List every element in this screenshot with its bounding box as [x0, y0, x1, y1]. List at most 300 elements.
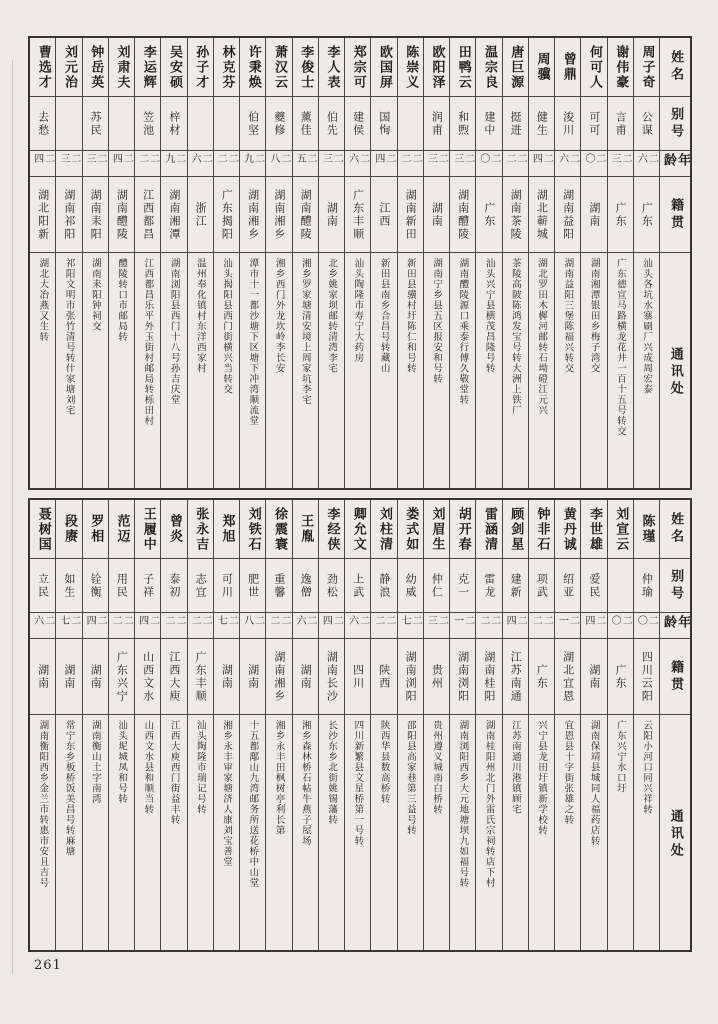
cell-address: 汕头揭阳县西门街横兴当转交	[214, 252, 239, 488]
row-label-address: 通讯处	[660, 252, 690, 488]
cell-address: 贵州遵义城南白桥转	[424, 714, 449, 950]
cell-age: 二四	[319, 612, 344, 638]
cell-name: 刘宣云	[613, 506, 629, 552]
cell-address: 山西文水县和顺当转	[135, 714, 160, 950]
entry-column	[370, 38, 396, 488]
cell-alias: 劲松	[319, 558, 344, 612]
cell-alias	[398, 96, 423, 150]
cell-name: 曹选才	[35, 44, 51, 90]
cell-native: 湖南	[240, 638, 265, 714]
cell-native: 湖南茶陵	[503, 176, 528, 252]
entry-column	[187, 38, 213, 488]
cell-age: 二四	[135, 612, 160, 638]
cell-alias: 可可	[581, 96, 606, 150]
cell-name: 田鸭云	[455, 44, 471, 90]
cell-native: 贵州	[424, 638, 449, 714]
cell-alias: 仲仁	[424, 558, 449, 612]
cell-age: 二四	[581, 612, 606, 638]
cell-address: 湖南耒阳钟祠交	[83, 252, 108, 488]
entry-column	[423, 38, 449, 488]
cell-name: 陈崇义	[403, 44, 419, 90]
cell-name: 曾炎	[167, 514, 183, 544]
cell-alias	[56, 96, 81, 150]
cell-alias: 幼威	[398, 558, 423, 612]
cell-native: 湖南湘乡	[240, 176, 265, 252]
cell-age: 二二	[503, 150, 528, 176]
cell-name: 刘铁石	[245, 506, 261, 552]
cell-name: 唐巨源	[508, 44, 524, 90]
cell-native: 广东	[608, 176, 633, 252]
cell-alias: 铨衡	[83, 558, 108, 612]
entry-column	[108, 500, 134, 950]
entry-column	[554, 38, 580, 488]
cell-address: 长沙东乡北街姚锡藩转	[319, 714, 344, 950]
entry-column	[449, 38, 475, 488]
cell-name: 郑旭	[219, 514, 235, 544]
cell-address: 湖南衡山土字南湾	[83, 714, 108, 950]
cell-address: 邵阳县高家巷第三益号转	[398, 714, 423, 950]
cell-age: 二四	[109, 150, 134, 176]
cell-alias: 仲瑜	[634, 558, 659, 612]
cell-address: 湖北大冶燕又生转	[30, 252, 55, 488]
cell-age: 二三	[424, 612, 449, 638]
cell-native: 广东丰顺	[345, 176, 370, 252]
cell-native: 湖南	[424, 176, 449, 252]
entry-column	[580, 500, 606, 950]
cell-name: 聂树国	[35, 506, 51, 552]
cell-alias: 克一	[450, 558, 475, 612]
cell-native: 湖南浏阳	[450, 638, 475, 714]
entry-column	[344, 500, 370, 950]
cell-native: 湖南	[83, 638, 108, 714]
directory-table-bottom	[28, 498, 692, 952]
cell-native: 浙江	[188, 176, 213, 252]
cell-age: 二〇	[476, 150, 501, 176]
cell-age: 二〇	[608, 612, 633, 638]
entry-column	[108, 38, 134, 488]
cell-name: 李运辉	[140, 44, 156, 90]
cell-native: 湖南湘潭	[161, 176, 186, 252]
entry-column	[370, 500, 396, 950]
cell-address: 湖南衡阳西乡金兰市转惠市安且吉号	[30, 714, 55, 950]
cell-alias: 伯坚	[240, 96, 265, 150]
cell-address: 汕头兴宁县横茂昌隆号转	[476, 252, 501, 488]
cell-address: 湖南保靖县城同人福药店转	[581, 714, 606, 950]
entry-column	[82, 500, 108, 950]
cell-name: 王履中	[140, 506, 156, 552]
cell-address: 新田县南乡合昌号转藏山	[371, 252, 396, 488]
cell-name: 刘元治	[62, 44, 78, 90]
entry-column	[265, 500, 291, 950]
cell-name: 段赓	[62, 514, 78, 544]
cell-native: 广东兴宁	[109, 638, 134, 714]
cell-alias: 浚川	[555, 96, 580, 150]
cell-address: 兴宁县龙田圩镇新学校转	[529, 714, 554, 950]
entry-column	[502, 500, 528, 950]
row-label-alias: 别号	[660, 96, 690, 150]
cell-address: 广东兴宁水口圩	[608, 714, 633, 950]
cell-native: 陕西	[371, 638, 396, 714]
cell-alias: 苏民	[83, 96, 108, 150]
entry-column	[292, 38, 318, 488]
cell-address: 常宁东乡板桥饭美昌号转麻塘	[56, 714, 81, 950]
cell-address: 宜恩县十字街张雄之转	[555, 714, 580, 950]
cell-native: 湖南长沙	[319, 638, 344, 714]
cell-address: 湖南益阳三堡陈福兴转交	[555, 252, 580, 488]
cell-name: 王胤	[298, 514, 314, 544]
directory-table-top	[28, 36, 692, 490]
cell-age: 二二	[214, 150, 239, 176]
entry-column	[318, 38, 344, 488]
cell-alias: 志宜	[188, 558, 213, 612]
cell-address: 湖北罗田木樨河邮转石坳磴江元兴	[529, 252, 554, 488]
cell-name: 欧阳泽	[429, 44, 445, 90]
cell-age: 二八	[266, 150, 291, 176]
cell-alias: 健生	[529, 96, 554, 150]
cell-age: 二六	[30, 612, 55, 638]
cell-native: 广东	[634, 176, 659, 252]
cell-native: 湖南益阳	[555, 176, 580, 252]
cell-age: 二三	[56, 150, 81, 176]
cell-age: 二五	[293, 150, 318, 176]
cell-address: 湖南桂阳州北门外雷氏宗祠转店下村	[476, 714, 501, 950]
cell-name: 许秉焕	[245, 44, 261, 90]
cell-alias: 梓材	[161, 96, 186, 150]
page-number: 261	[34, 958, 62, 973]
cell-name: 陈瑾	[639, 514, 655, 544]
cell-alias: 国恂	[371, 96, 396, 150]
entry-column	[475, 38, 501, 488]
cell-alias	[109, 96, 134, 150]
cell-native: 广东揭阳	[214, 176, 239, 252]
entry-column	[344, 38, 370, 488]
cell-age: 二九	[240, 150, 265, 176]
cell-age: 二四	[30, 150, 55, 176]
cell-address: 江西都昌乐平外玉街村邮局转栎田村	[135, 252, 160, 488]
row-label-address: 通讯处	[660, 714, 690, 950]
cell-alias: 重馨	[266, 558, 291, 612]
cell-address: 陕西华县数高桥转	[371, 714, 396, 950]
cell-alias: 绍亚	[555, 558, 580, 612]
entry-column	[633, 500, 659, 950]
cell-alias: 笠池	[135, 96, 160, 150]
cell-native: 四川云阳	[634, 638, 659, 714]
cell-alias: 如生	[56, 558, 81, 612]
cell-address: 湘乡西门外龙坎岭李长安	[266, 252, 291, 488]
cell-address: 潭市十一都沙塘下区塘下冲湾顺流堂	[240, 252, 265, 488]
entry-column	[528, 500, 554, 950]
cell-native: 湖北阳新	[30, 176, 55, 252]
cell-name: 顾剑星	[508, 506, 524, 552]
cell-age: 二六	[188, 150, 213, 176]
cell-alias: 建中	[476, 96, 501, 150]
cell-age: 二〇	[634, 612, 659, 638]
cell-age: 二二	[161, 612, 186, 638]
cell-alias: 公谋	[634, 96, 659, 150]
cell-native: 湖南醴陵	[109, 176, 134, 252]
cell-native: 江西都昌	[135, 176, 160, 252]
row-label-age: 年龄	[660, 150, 690, 176]
row-label-alias: 别号	[660, 558, 690, 612]
cell-alias: 言甫	[608, 96, 633, 150]
cell-age: 二六	[345, 150, 370, 176]
entry-column	[580, 38, 606, 488]
cell-alias	[214, 96, 239, 150]
entry-column	[607, 38, 633, 488]
cell-native: 江苏南通	[503, 638, 528, 714]
cell-alias: 子祥	[135, 558, 160, 612]
cell-age: 二二	[371, 612, 396, 638]
cell-age: 二三	[424, 150, 449, 176]
cell-address: 湘乡永丰田枫树亭利长第	[266, 714, 291, 950]
cell-native: 广东丰顺	[188, 638, 213, 714]
cell-address: 湖南湘潭银田乡梅子湾交	[581, 252, 606, 488]
cell-name: 周骥	[534, 52, 550, 82]
cell-age: 二二	[266, 612, 291, 638]
entry-column	[30, 38, 55, 488]
cell-native: 湖南醴陵	[450, 176, 475, 252]
cell-age: 二七	[398, 612, 423, 638]
cell-age: 二一	[450, 612, 475, 638]
entry-column	[449, 500, 475, 950]
cell-name: 罗相	[88, 514, 104, 544]
cell-address: 祁阳文明市张竹清号转什家塘刘宅	[56, 252, 81, 488]
cell-alias: 润甫	[424, 96, 449, 150]
cell-age: 二二	[135, 150, 160, 176]
cell-alias: 泰初	[161, 558, 186, 612]
cell-alias	[608, 558, 633, 612]
entry-column	[239, 500, 265, 950]
cell-name: 刘柱清	[377, 506, 393, 552]
entry-column	[475, 500, 501, 950]
cell-name: 欧国屏	[377, 44, 393, 90]
cell-name: 范迈	[114, 514, 130, 544]
cell-name: 钟非石	[534, 506, 550, 552]
cell-age: 二二	[109, 612, 134, 638]
cell-name: 娄式如	[403, 506, 419, 552]
cell-native: 湖南	[293, 638, 318, 714]
cell-native: 广东	[608, 638, 633, 714]
cell-age: 二七	[56, 612, 81, 638]
cell-name: 李世雄	[587, 506, 603, 552]
cell-age: 二六	[555, 150, 580, 176]
cell-address: 汕头坭城凤和号转	[109, 714, 134, 950]
cell-name: 张永吉	[193, 506, 209, 552]
cell-native: 湖南浏阳	[398, 638, 423, 714]
cell-name: 李经侠	[324, 506, 340, 552]
cell-native: 广东	[529, 638, 554, 714]
cell-address: 汕头各坑水寨刷厂兴成周宏泰	[634, 252, 659, 488]
cell-address: 十五都鄅山九湾邮务所送花桥中山堂	[240, 714, 265, 950]
cell-alias: 肥世	[240, 558, 265, 612]
entry-column	[82, 38, 108, 488]
cell-alias: 静浪	[371, 558, 396, 612]
cell-name: 卿允文	[350, 506, 366, 552]
entry-column	[633, 38, 659, 488]
cell-native: 湖南醴陵	[293, 176, 318, 252]
cell-alias: 逸僧	[293, 558, 318, 612]
cell-alias: 爱民	[581, 558, 606, 612]
cell-native: 湖北宜恩	[555, 638, 580, 714]
entry-column	[292, 500, 318, 950]
cell-name: 曾鼎	[560, 52, 576, 82]
cell-name: 萧汉云	[272, 44, 288, 90]
entry-column	[397, 38, 423, 488]
cell-age: 二二	[398, 150, 423, 176]
cell-native: 湖北蕲城	[529, 176, 554, 252]
cell-native: 江西	[371, 176, 396, 252]
cell-name: 刘眉生	[429, 506, 445, 552]
cell-alias	[188, 96, 213, 150]
cell-alias: 挺进	[503, 96, 528, 150]
cell-native: 湖南	[319, 176, 344, 252]
cell-alias: 建侯	[345, 96, 370, 150]
cell-native: 湖南	[581, 638, 606, 714]
cell-native: 湖南	[56, 638, 81, 714]
cell-name: 谢伟豪	[613, 44, 629, 90]
cell-address: 云阳小河口同兴祥转	[634, 714, 659, 950]
cell-address: 广东德宣马路横龙花井一百十五号转交	[608, 252, 633, 488]
cell-address: 汕头陶隆市瑞记号转	[188, 714, 213, 950]
cell-name: 何可人	[587, 44, 603, 90]
cell-name: 黄丹诚	[560, 506, 576, 552]
cell-name: 钟岳英	[88, 44, 104, 90]
cell-address: 茶陵高陂陈鸿发宝号转大洲上铁厂	[503, 252, 528, 488]
cell-age: 二〇	[581, 150, 606, 176]
cell-name: 吴安硕	[167, 44, 183, 90]
cell-age: 二三	[608, 150, 633, 176]
cell-address: 湖南宁乡县五区报安和号转	[424, 252, 449, 488]
cell-age: 二三	[450, 150, 475, 176]
cell-native: 湖南	[581, 176, 606, 252]
cell-age: 二三	[83, 150, 108, 176]
cell-address: 北乡姚家坝邮转清湾李宅	[319, 252, 344, 488]
cell-native: 湖南	[214, 638, 239, 714]
cell-name: 雷涵清	[482, 506, 498, 552]
entry-column	[318, 500, 344, 950]
cell-native: 湖南耒阳	[83, 176, 108, 252]
cell-name: 温宗良	[482, 44, 498, 90]
cell-age: 二六	[634, 150, 659, 176]
cell-native: 湖南新田	[398, 176, 423, 252]
cell-name: 郑宗可	[350, 44, 366, 90]
cell-address: 温州奉化镇村东洋西家村	[188, 252, 213, 488]
entry-column	[213, 38, 239, 488]
row-label-native: 籍贯	[660, 638, 690, 714]
row-label-column	[659, 38, 690, 488]
cell-native: 山西文水	[135, 638, 160, 714]
cell-name: 孙子才	[193, 44, 209, 90]
entry-column	[55, 500, 81, 950]
cell-alias: 项武	[529, 558, 554, 612]
cell-name: 刘肃夫	[114, 44, 130, 90]
cell-address: 湖南醴陵源口乘泰行傅久敬堂转	[450, 252, 475, 488]
cell-name: 胡开春	[455, 506, 471, 552]
cell-age: 二四	[529, 150, 554, 176]
cell-native: 湖南祁阳	[56, 176, 81, 252]
entry-column	[423, 500, 449, 950]
cell-native: 江西大庾	[161, 638, 186, 714]
entry-column	[213, 500, 239, 950]
cell-address: 四川新繁县文星桥第一号转	[345, 714, 370, 950]
row-label-name: 姓名	[668, 512, 684, 546]
cell-age: 二七	[214, 612, 239, 638]
cell-address: 江苏南通川港镇顾宅	[503, 714, 528, 950]
cell-age: 二八	[240, 612, 265, 638]
cell-alias: 建新	[503, 558, 528, 612]
cell-address: 湘乡森林桥石帖牛燕子屋场	[293, 714, 318, 950]
cell-alias: 夔修	[266, 96, 291, 150]
cell-address: 江西大庾西门街益丰转	[161, 714, 186, 950]
entry-column	[397, 500, 423, 950]
entry-column	[187, 500, 213, 950]
cell-age: 二四	[371, 150, 396, 176]
cell-age: 二四	[503, 612, 528, 638]
cell-alias: 薰佳	[293, 96, 318, 150]
cell-alias: 可川	[214, 558, 239, 612]
entry-column	[30, 500, 55, 950]
entry-column	[239, 38, 265, 488]
scan-edge-line	[12, 60, 13, 974]
cell-alias: 去愁	[30, 96, 55, 150]
row-label-age: 年龄	[660, 612, 690, 638]
row-label-column	[659, 500, 690, 950]
cell-alias: 用民	[109, 558, 134, 612]
cell-native: 四川	[345, 638, 370, 714]
cell-alias: 伯先	[319, 96, 344, 150]
cell-alias: 和煦	[450, 96, 475, 150]
cell-native: 湖南桂阳	[476, 638, 501, 714]
entry-column	[134, 500, 160, 950]
cell-alias: 上武	[345, 558, 370, 612]
cell-address: 湖南浏阳县西门十八号孙吉庆堂	[161, 252, 186, 488]
cell-alias: 雷龙	[476, 558, 501, 612]
cell-native: 湖南	[30, 638, 55, 714]
cell-name: 徐震寰	[272, 506, 288, 552]
cell-name: 李俊士	[298, 44, 314, 90]
entry-column	[528, 38, 554, 488]
cell-address: 新田县骥村圩陈仁和号转	[398, 252, 423, 488]
cell-address: 湘乡罗家塘清安境上周家坑李宅	[293, 252, 318, 488]
cell-age: 二四	[83, 612, 108, 638]
cell-native: 广东	[476, 176, 501, 252]
entry-column	[265, 38, 291, 488]
cell-address: 汕头陶隆市寿宁大药房	[345, 252, 370, 488]
cell-age: 二二	[529, 612, 554, 638]
entry-column	[134, 38, 160, 488]
cell-name: 周子奇	[639, 44, 655, 90]
cell-address: 湖南浏阳西乡大元地塘坝九如福号转	[450, 714, 475, 950]
cell-name: 李人表	[324, 44, 340, 90]
cell-alias: 立民	[30, 558, 55, 612]
entry-column	[160, 500, 186, 950]
row-label-name: 姓名	[668, 50, 684, 84]
cell-age: 二六	[293, 612, 318, 638]
cell-address: 湘乡永丰审家塘济人康刘宝善堂	[214, 714, 239, 950]
cell-age: 二二	[188, 612, 213, 638]
entry-column	[55, 38, 81, 488]
cell-age: 二九	[161, 150, 186, 176]
row-label-native: 籍贯	[660, 176, 690, 252]
entry-column	[554, 500, 580, 950]
cell-age: 二六	[345, 612, 370, 638]
cell-age: 二三	[319, 150, 344, 176]
cell-name: 林克芬	[219, 44, 235, 90]
cell-age: 二一	[555, 612, 580, 638]
cell-native: 湖南湘乡	[266, 638, 291, 714]
entry-column	[502, 38, 528, 488]
cell-address: 醴陵转口市邮局转	[109, 252, 134, 488]
